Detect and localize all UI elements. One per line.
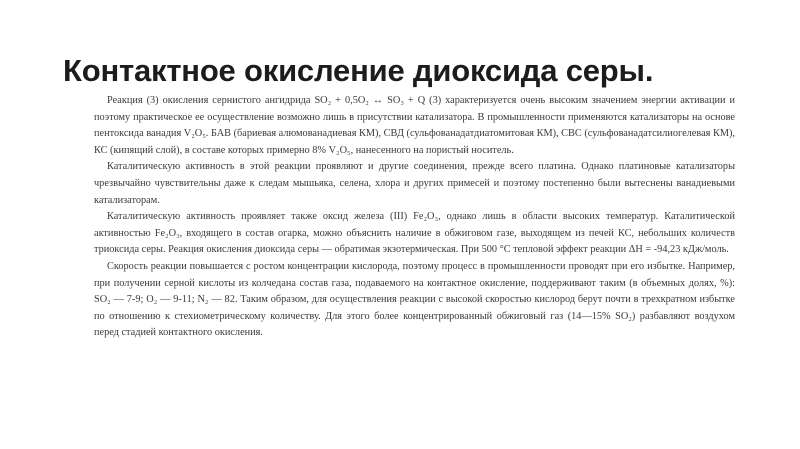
paragraph-oxygen-excess: Скорость реакции повышается с ростом концентрации кислорода, поэтому процесс в промышленности проводят при его избытке. Например, при получении серной кислоты из колчедана состав газа, подаваемого на контактное окисление, поддерживают таким (в объемных долях, %): SO₂ — 7-9; O₂ — 9-11; N₂ — 82. Таким образом, для осуществления реакции с высокой скоростью кислород берут почти в трехкратном избытке по отношению к стехиометрическому количеству. Для этого более концентрированный обжиговый газ (14—15% SO₂) разбавляют воздухом перед стадией контактного окисления.	[94, 260, 735, 339]
slide-body	[94, 93, 735, 342]
slide-title: Контактное окисление диоксида серы.	[63, 53, 654, 88]
paragraph-platinum: Каталитическую активность в этой реакции проявляют и другие соединения, прежде всего платина. Однако платиновые катализаторы чрезвычайно чувствительны даже к следам мышьяка, селена, хлора и других примесей и поэтому постепенно были вытеснены ванадиевыми катализаторам.	[94, 161, 735, 206]
paragraph-iron-oxide: Каталитическую активность проявляет также оксид железа (III) Fe₂O₃, однако лишь в области высоких температур. Каталитической активностью Fe₂O₃, входящего в состав огарка, можно объяснить наличие в обжиговом газе, выходящем из печей КС, небольших количеств триоксида серы. Реакция окисления диоксида серы — обратимая экзотермическая. При 500 °С тепловой эффект реакции ΔН = -94,23 кДж/моль.	[94, 211, 735, 256]
paragraph-reaction-catalysts: Реакция (3) окисления сернистого ангидрида SO₂ + 0,5O₂ ↔ SO₃ + Q (3) характеризуется очень высоким значением энергии активации и поэтому практическое ее осуществление возможно лишь в присутствии катализатора. В промышленности применяются катализаторы на основе пентоксида ванадия V₂O₅. БАВ (бариевая алюмованадиевая КМ), СВД (сульфованадатдиатомитовая КМ), СВС (сульфованадатсилиогелевая КМ), КС (кипящий слой), в составе которых примерно 8% V₂O₅, нанесенного на пористый носитель.	[94, 95, 735, 156]
